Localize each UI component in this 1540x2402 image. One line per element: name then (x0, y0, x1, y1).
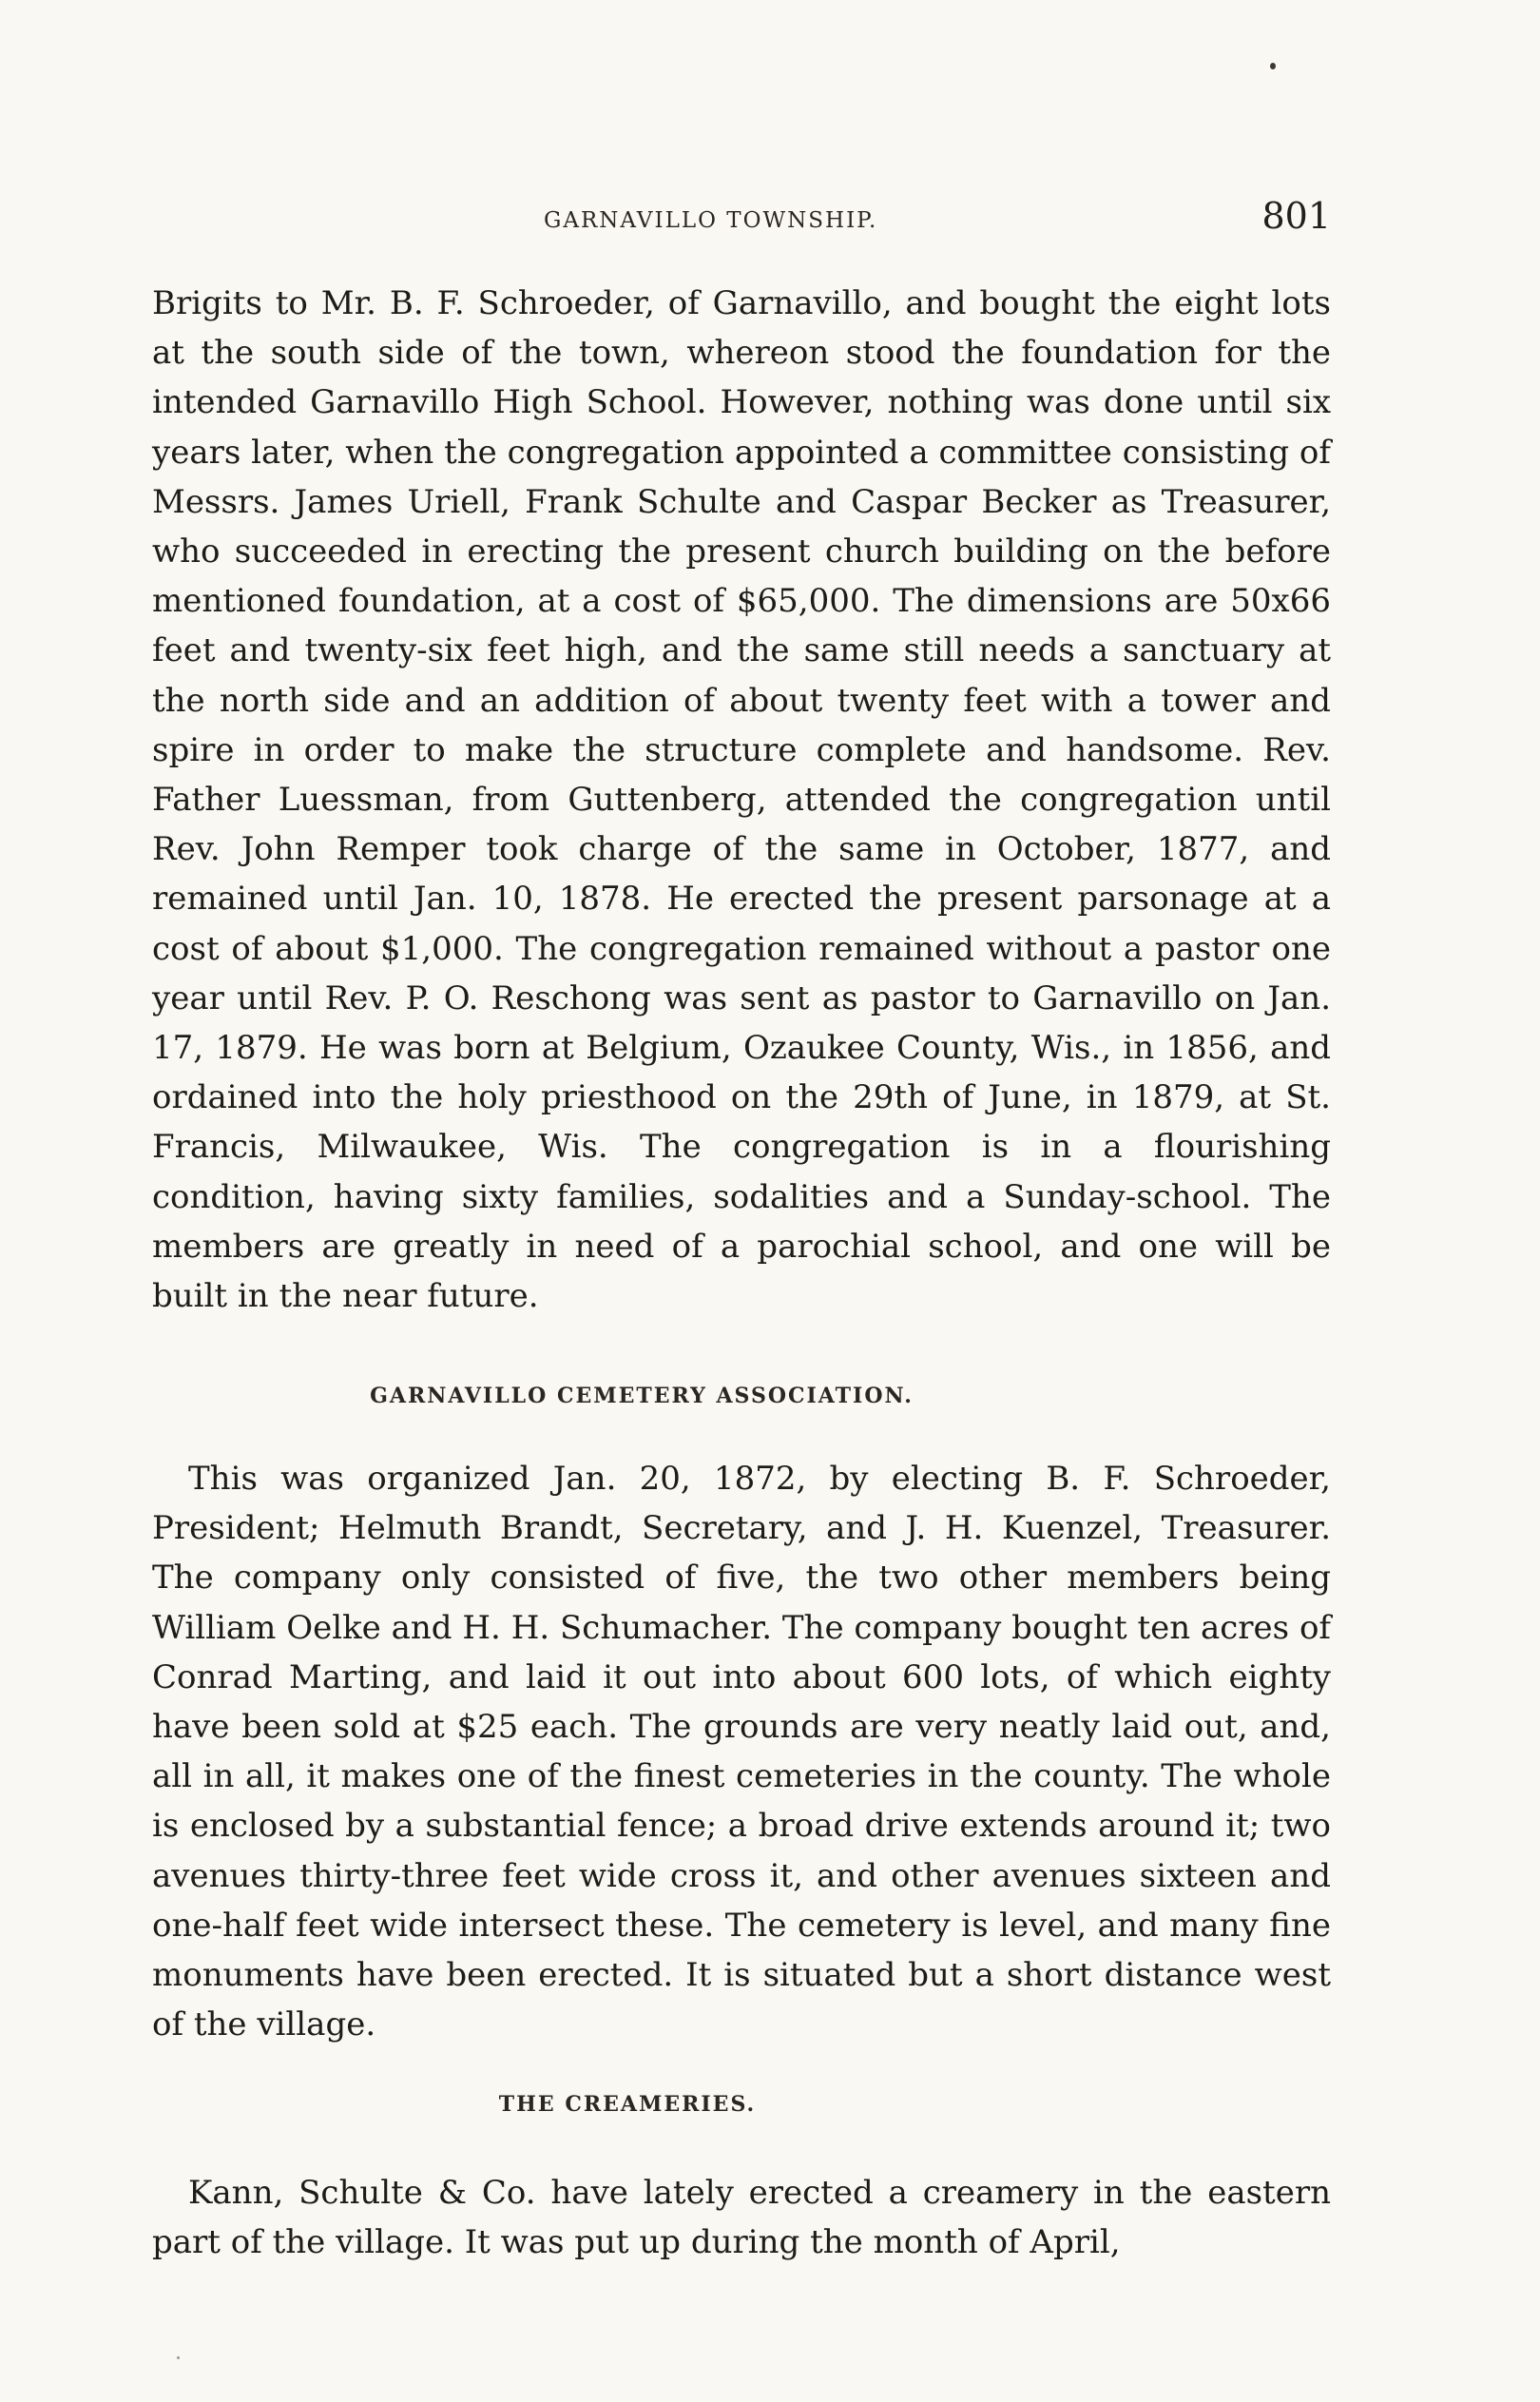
section-heading-creameries: THE CREAMERIES. (498, 2092, 757, 2117)
paragraph-creameries: Kann, Schulte & Co. have lately erected a creamery in the eastern part of the village. It was put up during the month of April, (152, 2174, 1331, 2262)
paragraph-cemetery-association: This was organized Jan. 20, 1872, by electing B. F. Schroeder, President; Helmuth Brandt, Secretary, and J. H. Kuenzel, Treasurer. The company only consisted of five, the two other members being William Oelke and H. H. Schumacher. The company bought ten acres of Conrad Marting, and laid it out into about 600 lots, of which eighty have been sold at $25 each. The grounds are very neatly laid out, and, all in all, it makes one of the finest cemeteries in the county. The whole is enclosed by a substantial fence; a broad drive extends around it; two avenues thirty-three feet wide cross it, and other avenues sixteen and one-half feet wide intersect these. The cemetery is level, and many fine monuments have been erected. It is situated but a short distance west of the village. (152, 1460, 1331, 2044)
section-heading-cemetery: GARNAVILLO CEMETERY ASSOCIATION. (370, 1384, 914, 1408)
paper-speck (177, 2356, 180, 2359)
page-number: 801 (1261, 195, 1331, 237)
running-head: GARNAVILLO TOWNSHIP. (544, 208, 878, 233)
page-header (152, 195, 1331, 242)
paper-speck (1270, 63, 1276, 69)
paragraph-church-history: Brigits to Mr. B. F. Schroeder, of Garnavillo, and bought the eight lots at the south side of the town, whereon stood the foundation for the intended Garnavillo High School. However, nothing was done until six years later, when the congregation appointed a committee consisting of Messrs. James Uriell, Frank Schulte and Caspar Becker as Treasurer, who succeeded in erecting the present church building on the before mentioned foundation, at a cost of $65,000. The dimensions are 50x66 feet and twenty-six feet high, and the same still needs a sanctuary at the north side and an addition of about twenty feet with a tower and spire in order to make the structure complete and handsome. Rev. Father Luessman, from Guttenberg, attended the congregation until Rev. John Remper took charge of the same in October, 1877, and remained until Jan. 10, 1878. He erected the present parsonage at a cost of about $1,000. The congregation remained without a pastor one year until Rev. P. O. Reschong was sent as pastor to Garnavillo on Jan. 17, 1879. He was born at Belgium, Ozaukee County, Wis., in 1856, and ordained into the holy priesthood on the 29th of June, in 1879, at St. Francis, Milwaukee, Wis. The congregation is in a flourishing condition, having sixty families, sodalities and a Sunday-school. The members are greatly in need of a parochial school, and one will be built in the near future. (152, 284, 1331, 1316)
